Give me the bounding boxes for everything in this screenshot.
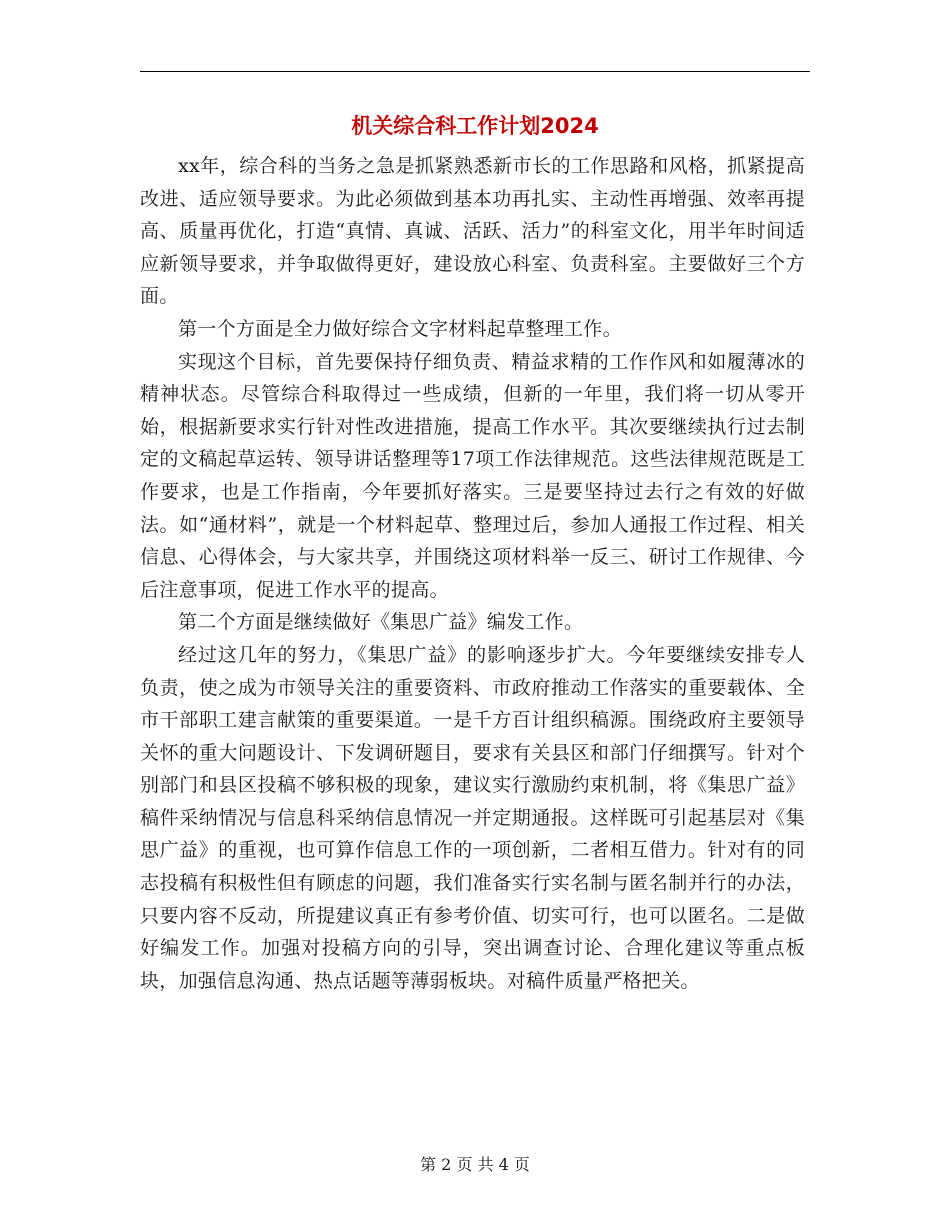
paragraph-section-two-body: 经过这几年的努力，《集思广益》的影响逐步扩大。今年要继续安排专人负责，使之成为市领导关注的重要资料、市政府推动工作落实的重要载体、全市干部职工建言献策的重要渠道。一是千方百计组织稿源。围绕政府主要领导关怀的重大问题设计、下发调研题目，要求有关县区和部门仔细撰写。针对个别部门和县区投稿不够积极的现象，建议实行激励约束机制，将《集思广益》稿件采纳情况与信息科采纳信息情况一并定期通报。这样既可引起基层对《集思广益》的重视，也可算作信息工作的一项创新，二者相互借力。针对有的同志投稿有积极性但有顾虑的问题，我们准备实行实名制与匿名制并行的办法，只要内容不反动，所提建议真正有参考价值、切实可行，也可以匿名。二是做好编发工作。加强对投稿方向的引导，突出调查讨论、合理化建议等重点板块，加强信息沟通、热点话题等薄弱板块。对稿件质量严格把关。 [140,643,805,992]
paragraph-section-one-body: 实现这个目标，首先要保持仔细负责、精益求精的工作作风和如履薄冰的精神状态。尽管综合科取得过一些成绩，但新的一年里，我们将一切从零开始，根据新要求实行针对性改进措施，提高工作水平。其次要继续执行过去制定的文稿起草运转、领导讲话整理等17项工作法律规范。这些法律规范既是工作要求，也是工作指南，今年要抓好落实。三是要坚持过去行之有效的好做法。如“通材料”，就是一个材料起草、整理过后，参加人通报工作过程、相关信息、心得体会，与大家共享，并围绕这项材料举一反三、研讨工作规律、今后注意事项，促进工作水平的提高。 [140,350,805,601]
document-body [140,150,805,997]
paragraph-intro: xx年，综合科的当务之急是抓紧熟悉新市长的工作思路和风格，抓紧提高改进、适应领导要求。为此必须做到基本功再扎实、主动性再增强、效率再提高、质量再优化，打造“真情、真诚、活跃、活力”的科室文化，用半年时间适应新领导要求，并争取做得更好，建设放心科室、负责科室。主要做好三个方面。 [140,155,805,308]
paragraph-section-one-heading: 第一个方面是全力做好综合文字材料起草整理工作。 [178,317,622,340]
header-rule [140,71,810,72]
document-title: 机关综合科工作计划2024 [351,114,599,138]
page-number-footer: 第 2 页 共 4 页 [420,1155,530,1174]
paragraph-section-two-heading: 第二个方面是继续做好《集思广益》编发工作。 [178,611,584,634]
